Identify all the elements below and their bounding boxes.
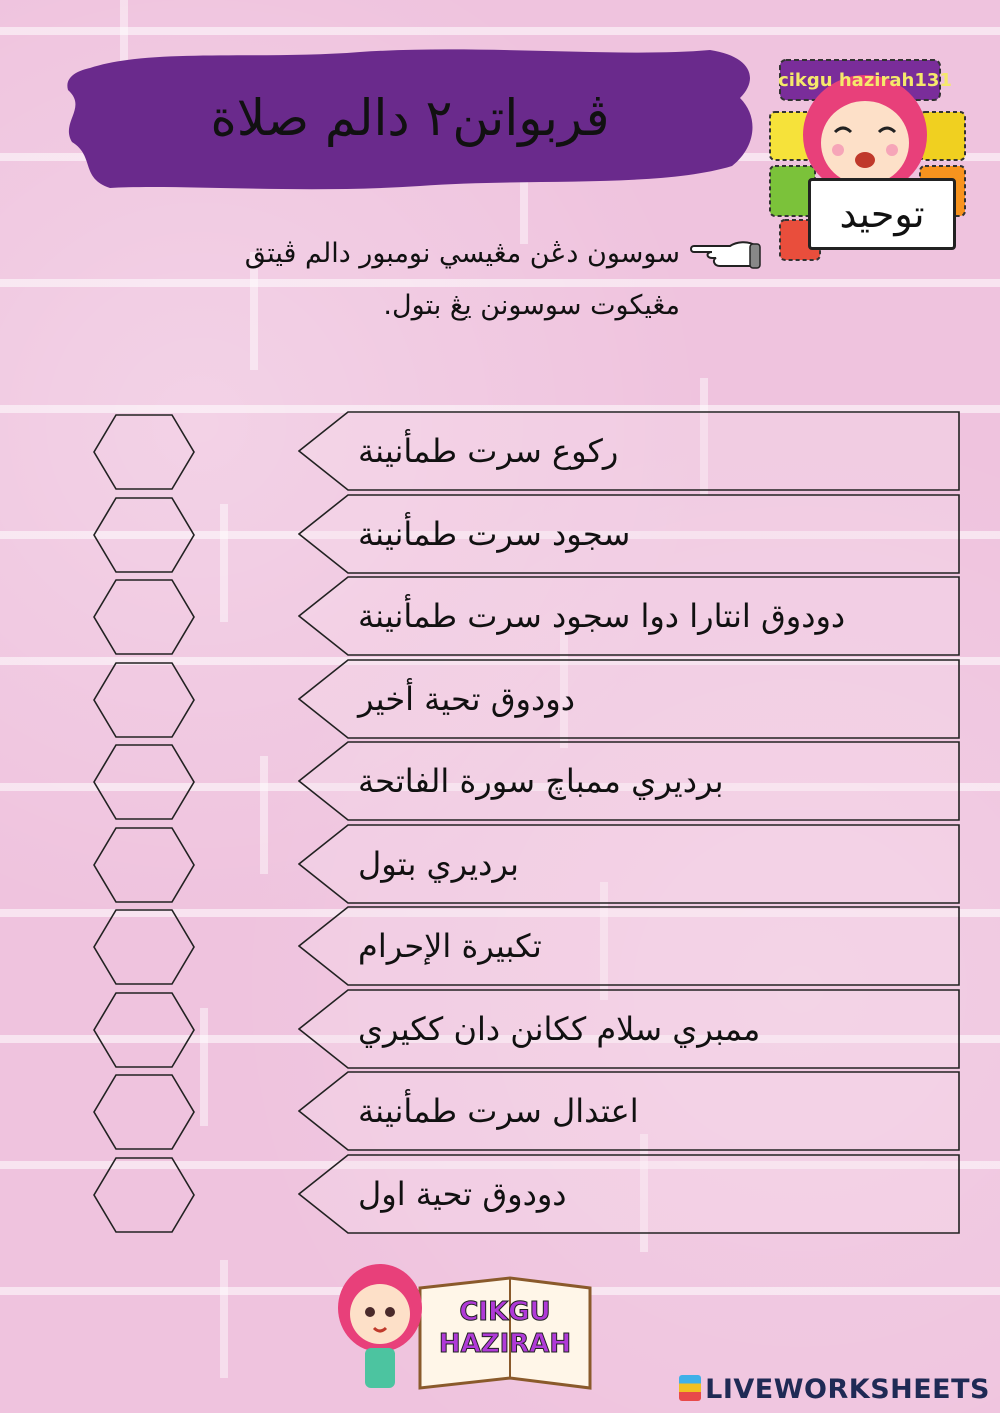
step-label-box (298, 824, 960, 904)
answer-box[interactable] (92, 991, 196, 1069)
brick-joint (220, 1260, 228, 1378)
step-label-box (298, 1154, 960, 1234)
answer-box[interactable] (92, 1156, 196, 1234)
step-text: دودوق انتارا دوا سجود سرت طمأنينة (358, 597, 846, 635)
answer-box[interactable] (92, 496, 196, 574)
answer-box[interactable] (92, 413, 196, 491)
step-text: سجود سرت طمأنينة (358, 514, 631, 553)
step-label-box (298, 989, 960, 1069)
list-item (0, 741, 1000, 821)
step-text: دودوق تحية أخير (358, 679, 575, 718)
step-text: برديري ممباچ سورة الفاتحة (358, 762, 724, 800)
step-label-box (298, 1071, 960, 1151)
pointing-hand-icon (690, 232, 762, 272)
list-item (0, 989, 1000, 1069)
list-item (0, 411, 1000, 491)
footer-logo-line-1: CIKGU (459, 1297, 551, 1327)
step-label-box (298, 411, 960, 491)
subject-label: توحيد (808, 178, 956, 250)
list-item (0, 824, 1000, 904)
title-banner (60, 38, 760, 198)
step-text: برديري بتول (358, 844, 519, 883)
watermark-text: LIVEWORKSHEETS (705, 1374, 990, 1405)
list-item (0, 659, 1000, 739)
step-label-box (298, 906, 960, 986)
step-label-box (298, 659, 960, 739)
step-label-box (298, 494, 960, 574)
list-item (0, 494, 1000, 574)
answer-box[interactable] (92, 578, 196, 656)
instruction-line-2: مڠيكوت سوسونن يڠ بتول. (383, 290, 680, 321)
step-text: ممبري سلام ككانن دان ككيري (358, 1009, 761, 1048)
answer-box[interactable] (92, 826, 196, 904)
liveworksheets-icon (679, 1375, 701, 1401)
answer-box[interactable] (92, 1073, 196, 1151)
step-text: دودوق تحية اول (358, 1174, 567, 1213)
footer-logo (330, 1248, 600, 1398)
step-label-box (298, 576, 960, 656)
page-title: ڤربواتن٢ دالم صلاة (210, 89, 610, 147)
step-text: ركوع سرت طمأنينة (358, 432, 619, 470)
instruction-line-1: سوسون دڠن مڠيسي نومبور دالم ڤيتق (244, 238, 680, 269)
brand-text: cikgu hazirah131 (778, 70, 952, 91)
footer-logo-line-2: HAZIRAH (438, 1329, 572, 1359)
book-girl-icon (330, 1248, 600, 1398)
step-text: اعتدال سرت طمأنينة (358, 1092, 639, 1130)
list-item (0, 1154, 1000, 1234)
instruction-text (110, 228, 680, 332)
answer-box[interactable] (92, 743, 196, 821)
answer-box[interactable] (92, 661, 196, 739)
step-label-box (298, 741, 960, 821)
step-text: تكبيرة الإحرام (358, 927, 542, 965)
list-item (0, 906, 1000, 986)
list-item (0, 576, 1000, 656)
answer-box[interactable] (92, 908, 196, 986)
watermark (679, 1374, 990, 1405)
list-item (0, 1071, 1000, 1151)
